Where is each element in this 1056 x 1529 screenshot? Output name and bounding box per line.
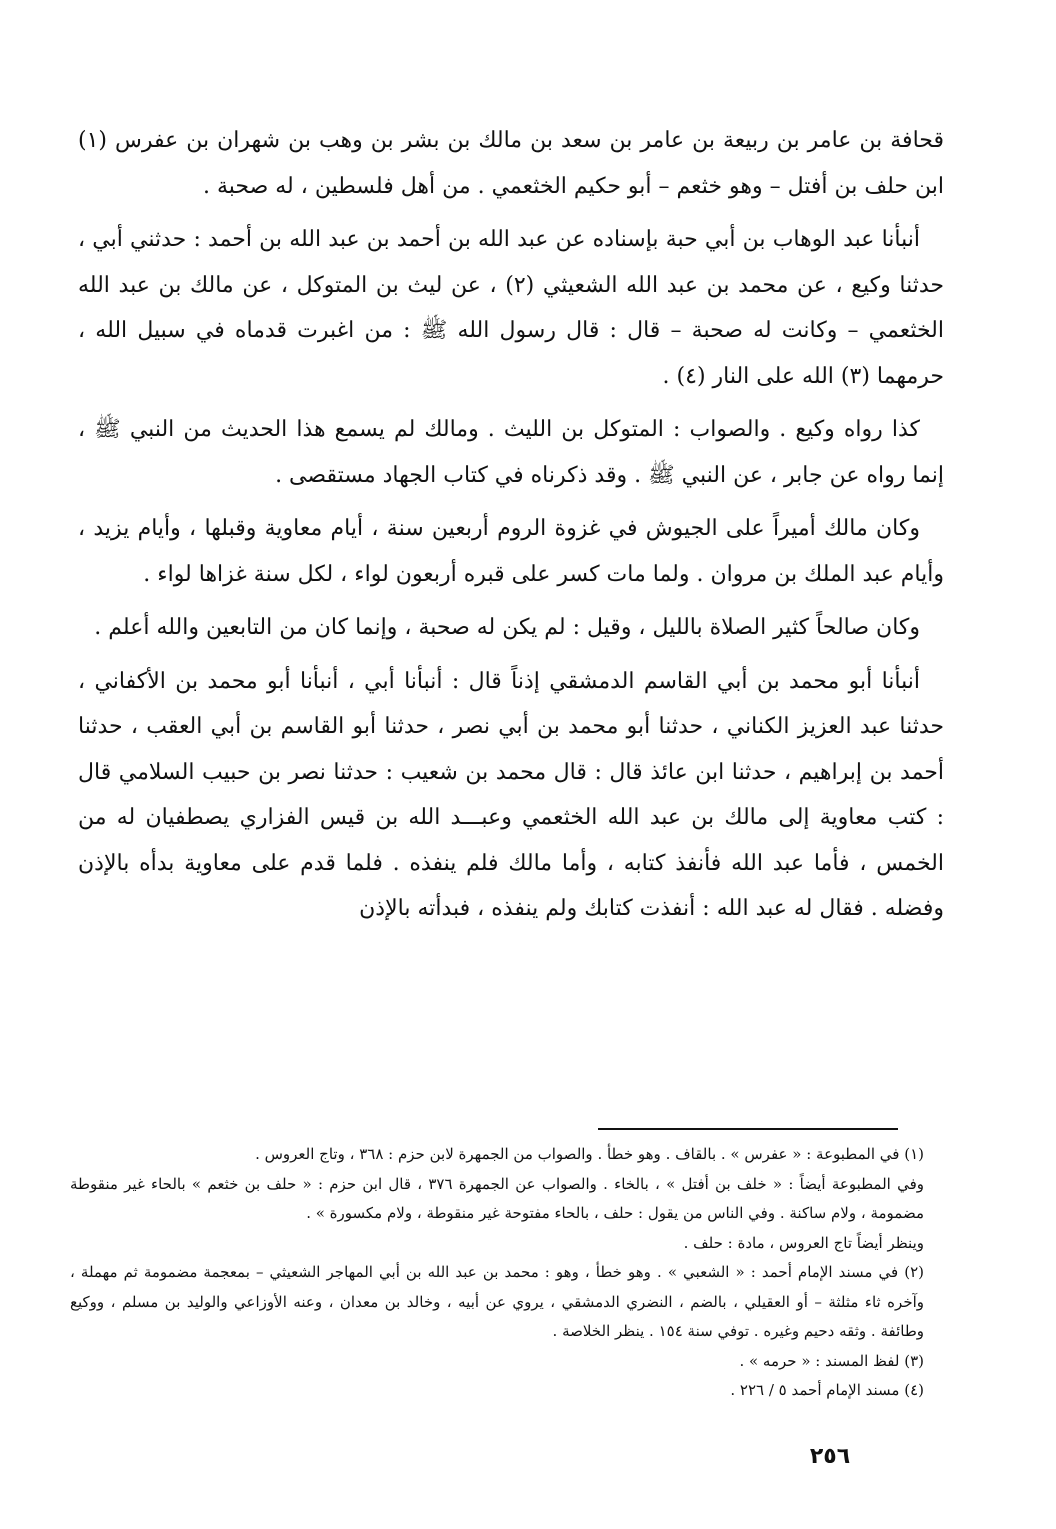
paragraph-1: قحافة بن عامر بن ربيعة بن عامر بن سعد بن مالك بن بشر بن وهب بن شهران بن عفرس (١) ابن حلف بن أفتل – وهو خثعم – أبو حكيم الخثعمي . من أهل فلسطين ، له صحبة .: [78, 128, 944, 199]
footnote-1: (١) في المطبوعة : « عفرس » . بالقاف . وهو خطأ . والصواب من الجمهرة لابن حزم : ٣٦٨ ، وتاج العروس .: [255, 1145, 924, 1163]
footnote-4: (٤) مسند الإمام أحمد ٥ / ٢٢٦ .: [730, 1381, 924, 1399]
footnote-3: (٣) لفظ المسند : « حرمه » .: [739, 1351, 924, 1370]
footnote-1-continued: وفي المطبوعة أيضاً : « خلف بن أفتل » ، بالخاء . والصواب عن الجمهرة ٣٧٦ ، قال ابن حزم : « حلف بن خثعم » بالحاء غير منقوطة مضمومة ، ولام ساكنة . وفي الناس من يقول : حلف ، بالحاء مفتوحة غير منقوطة ، ولام مكسورة » .: [70, 1174, 924, 1222]
footnote-2: (٢) في مسند الإمام أحمد : « الشعبي » . وهو خطأ ، وهو : محمد بن عبد الله بن أبي المهاجر الشعيثي – بمعجمة مضمومة ثم مهملة ، وآخره ثاء مثلثة – أو العقيلي ، بالضم ، النضري الدمشقي ، يروي عن أبيه ، وخالد بن معدان ، وعنه الأوزاعي والوليد بن مسلم ، ووكيع وطائفة . وثقه دحيم وغيره . توفي سنة ١٥٤ . ينظر الخلاصة .: [70, 1263, 924, 1340]
main-text: [78, 118, 944, 932]
paragraph-4: وكان مالك أميراً على الجيوش في غزوة الروم أربعين سنة ، أيام معاوية وقبلها ، وأيام يزيد ، وأيام عبد الملك بن مروان . ولما مات كسر على قبره أربعون لواء ، لكل سنة غزاها لواء .: [78, 516, 944, 587]
paragraph-5: وكان صالحاً كثير الصلاة بالليل ، وقيل : لم يكن له صحبة ، وإنما كان من التابعين والله أعلم .: [94, 615, 920, 640]
footnote-1-see-also: وينظر أيضاً تاج العروس ، مادة : حلف .: [683, 1233, 924, 1252]
page-number: ٢٥٦: [809, 1444, 851, 1469]
paragraph-2: أنبأنا عبد الوهاب بن أبي حبة بإسناده عن عبد الله بن أحمد بن عبد الله بن أحمد : حدثني أبي ، حدثنا وكيع ، عن محمد بن عبد الله الشعيثي (٢) ، عن ليث بن المتوكل ، عن مالك بن عبد الله الخثعمي – وكانت له صحبة – قال : قال رسول الله ﷺ : من اغبرت قدماه في سبيل الله ، حرمهما (٣) الله على النار (٤) .: [78, 227, 944, 389]
footnotes: [70, 1140, 924, 1406]
paragraph-3: كذا رواه وكيع . والصواب : المتوكل بن الليث . ومالك لم يسمع هذا الحديث من النبي ﷺ ، إنما رواه عن جابر ، عن النبي ﷺ . وقد ذكرناه في كتاب الجهاد مستقصى .: [78, 417, 944, 488]
paragraph-6: أنبأنا أبو محمد بن أبي القاسم الدمشقي إذناً قال : أنبأنا أبي ، أنبأنا أبو محمد بن الأكفاني ، حدثنا عبد العزيز الكناني ، حدثنا أبو محمد بن أبي نصر ، حدثنا أبو القاسم بن أبي العقب ، حدثنا أحمد بن إبراهيم ، حدثنا ابن عائذ قال : قال محمد بن شعيب : حدثنا نصر بن حبيب السلامي قال : كتب معاوية إلى مالك بن عبد الله الخثعمي وعبـــد الله بن قيس الفزاري يصطفيان له من الخمس ، فأما عبد الله فأنفذ كتابه ، وأما مالك فلم ينفذه . فلما قدم على معاوية بدأه بالإذن وفضله . فقال له عبد الله : أنفذت كتابك ولم ينفذه ، فبدأته بالإذن: [78, 668, 944, 921]
footnote-divider: [598, 1128, 898, 1130]
